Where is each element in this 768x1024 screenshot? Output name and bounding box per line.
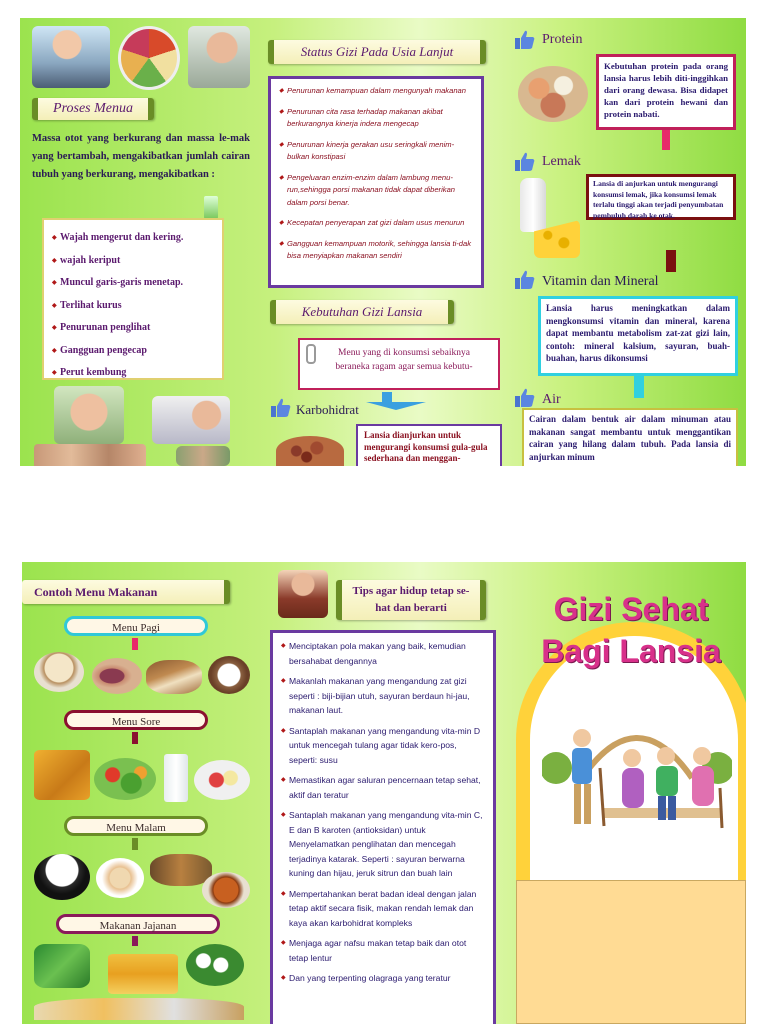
nuts-beans-photo [276, 436, 344, 466]
proses-item: ◆ Muncul garis-garis menetap. [52, 273, 214, 294]
tips-item: ◆ Menjaga agar nafsu makan tetap baik dan otot tetap lentur [281, 936, 485, 965]
air-box [522, 408, 738, 466]
air-text: Cairan dalam bentuk air dalam minuman atau makanan sangat membantu untuk menggantikan cairan yang hilang dalam tubuh. Pada lansia di anjurkan minum [529, 414, 731, 462]
elderly-woman-stomach-photo [152, 396, 230, 444]
tips-heading [336, 580, 486, 620]
status-item: ◆ Kecepatan penyerapan zat gizi dalam usus menurun [279, 217, 473, 230]
protein-foods-photo [518, 66, 588, 122]
thumbs-up-icon [514, 152, 536, 172]
elderly-people-illustration [542, 708, 732, 848]
connector-bar [132, 838, 138, 850]
connector-bar [132, 732, 138, 744]
rice-bowl-photo [34, 854, 90, 900]
cover-title [516, 588, 746, 672]
arrow-base-icon [366, 402, 426, 410]
karbohidrat-label: Karbohidrat [296, 402, 359, 417]
tips-item: ◆ Santaplah makanan yang mengandung vita-min D untuk mencegah tulang agar tidak kero-pos, seperti: susu [281, 724, 485, 768]
protein-box [596, 54, 736, 130]
connector-bar [132, 638, 138, 650]
proses-item: ◆ Terlihat kurus [52, 296, 214, 317]
food-plate-photo [118, 26, 180, 90]
thumbs-up-icon [514, 270, 536, 290]
thumbs-up-icon [514, 388, 536, 408]
status-gizi-title: Status Gizi Pada Usia Lanjut [300, 44, 454, 59]
proses-item: ◆ Penurunan penglihat [52, 318, 214, 339]
leaf-wrapped-snack-photo [34, 944, 90, 988]
fruit-salad-photo [194, 760, 250, 800]
fried-cake-photo [34, 750, 90, 800]
cassava-photo [146, 660, 202, 694]
thumbs-up-icon [514, 30, 536, 50]
proses-item: ◆ Wajah mengerut dan kering. [52, 228, 214, 249]
kebutuhan-note-box [298, 338, 500, 390]
vitamin-text: Lansia harus meningkatkan dalam mengkonsumsi vitamin dan mineral, karena dapat membantu metabolism zat-zat gizi lain, contoh: mineral kalsium, sayuran, buah-buahan, harus dikonsumsi [546, 303, 730, 363]
vegetables-photo [94, 758, 156, 800]
status-item: ◆ Penurunan kemampuan dalam mengunyah makanan [279, 85, 473, 98]
lemak-box [586, 174, 736, 220]
connector-bar [132, 936, 138, 946]
proses-menua-heading [32, 98, 154, 120]
brochure-inside-panel [20, 18, 746, 466]
thumbs-up-icon [270, 398, 292, 418]
milk-bottle-photo [520, 178, 546, 232]
brochure-outside-panel [22, 562, 746, 1024]
protein-label: Protein [542, 32, 583, 47]
kebutuhan-gizi-title: Kebutuhan Gizi Lansia [301, 304, 423, 319]
cover-title-line1: Gizi Sehat [553, 591, 709, 627]
sweet-potato-photo [92, 658, 142, 694]
proses-item: ◆ Gangguan pengecap [52, 341, 214, 362]
contoh-menu-heading [22, 580, 230, 604]
elderly-man-eating-photo [188, 26, 250, 88]
tips-item: ◆ Santaplah makanan yang mengandung vita-min C, E dan B karoten (antioksidan) untuk Menyelamatkan penglihatan dan mencegah terjadinya katarak. Seperti : sayuran berwarna kuning dan hijau, jeruk sitrun dan buah lain [281, 808, 485, 881]
contoh-menu-title: Contoh Menu Makanan [34, 585, 158, 599]
elderly-man-drinking-photo [32, 26, 110, 88]
proses-item: ◆ wajah keriput [52, 251, 214, 272]
status-gizi-box [268, 76, 484, 288]
tips-item: ◆ Makanlah makanan yang mengandung zat gizi seperti : biji-bijian utuh, sayuran berdaun hi-jau, makanan laut. [281, 674, 485, 718]
proses-item: ◆ Perut kembung [52, 363, 214, 384]
menu-pagi-pill [64, 616, 208, 636]
coconut-photo [208, 656, 250, 694]
menu-malam-pill [64, 816, 208, 836]
cover-title-line2: Bagi Lansia [541, 633, 721, 669]
milk-glass-photo [164, 754, 188, 802]
status-gizi-heading [268, 40, 486, 64]
tips-box [270, 630, 496, 1024]
karbohidrat-box [356, 424, 502, 466]
soup-photo [96, 858, 144, 898]
lemak-text: Lansia di anjurkan untuk mengurangi konsumsi lemak, jika konsumsi lemak terlalu tinggi akan terjadi penyumbatan pembuluh darah ke otak. [593, 179, 724, 220]
air-label: Air [542, 392, 561, 407]
connector-bar [662, 130, 670, 150]
tips-title: Tips agar hidup tetap se-hat dan berarti [352, 585, 470, 614]
elderly-group-photo [176, 446, 230, 466]
tips-item: ◆ Dan yang terpenting olagraga yang teratur [281, 971, 485, 986]
tips-item: ◆ Memastikan agar saluran pencernaan tetap sehat, aktif dan teratur [281, 773, 485, 802]
porridge-bowl-photo [34, 652, 84, 692]
karbohidrat-text: Lansia dianjurkan untuk mengurangi konsumsi gula-gula sederhana dan menggan- [364, 430, 488, 463]
menu-sore-label: Menu Sore [111, 716, 161, 728]
connector-bar [666, 250, 676, 272]
tips-item: ◆ Mempertahankan berat badan ideal dengan jalan tetap aktif secara fisik, makan rendah lemak dan kaya akan karbohidrat kompleks [281, 887, 485, 931]
elderly-man-headache-photo [54, 386, 124, 444]
chicken-dish-photo [202, 872, 250, 908]
proses-menua-list-box [42, 218, 224, 380]
protein-text: Kebutuhan protein pada orang lansia harus lebih diti-inggihkan dari orang dewasa. Bisa didapet kan dari protein hewani dan protein nabati. [604, 61, 728, 119]
kebutuhan-text: Menu yang di konsumsi sebaiknya beraneka ragam agar semua kebutu- [335, 348, 473, 372]
klepon-snack-photo [186, 944, 244, 986]
elderly-man-photo [278, 570, 328, 618]
lemak-label: Lemak [542, 154, 581, 169]
elderly-faces-photo [34, 444, 146, 466]
status-item: ◆ Penurunan cita rasa terhadap makanan akibat berkurangnya kinerja indera mengecap [279, 106, 473, 131]
menu-pagi-label: Menu Pagi [112, 622, 160, 634]
paperclip-icon [306, 344, 316, 364]
snack-plates-photo [34, 998, 244, 1020]
status-item: ◆ Pengeluaran enzim-enzim dalam lambung menu-run,sehingga porsi makanan tidak dapat diberikan dalam porsi benar. [279, 172, 473, 210]
makanan-jajanan-label: Makanan Jajanan [99, 920, 177, 932]
cover-blank-block [516, 880, 746, 1024]
tips-item: ◆ Menciptakan pola makan yang baik, kemudian bersahabat dengannya [281, 639, 485, 668]
vitamin-label: Vitamin dan Mineral [542, 274, 659, 289]
menu-malam-label: Menu Malam [106, 822, 166, 834]
vitamin-box [538, 296, 738, 376]
layered-cake-photo [108, 954, 178, 994]
connector-bar [634, 376, 644, 398]
grilled-fish-photo [150, 854, 212, 886]
makanan-jajanan-pill [56, 914, 220, 934]
menu-sore-pill [64, 710, 208, 730]
proses-menua-title: Proses Menua [53, 101, 133, 116]
status-item: ◆ Gangguan kemampuan motorik, sehingga lansia ti-dak bisa menyiapkan makanan sendiri [279, 238, 473, 263]
status-item: ◆ Penurunan kinerja gerakan usu seringkali menim-bulkan konstipasi [279, 139, 473, 164]
kebutuhan-gizi-heading [270, 300, 454, 324]
proses-menua-intro: Massa otot yang berkurang dan massa le-mak yang bertambah, mengakibatkan jumlah cairan tubuh yang berkurang, mengakibatkan : [32, 133, 250, 180]
